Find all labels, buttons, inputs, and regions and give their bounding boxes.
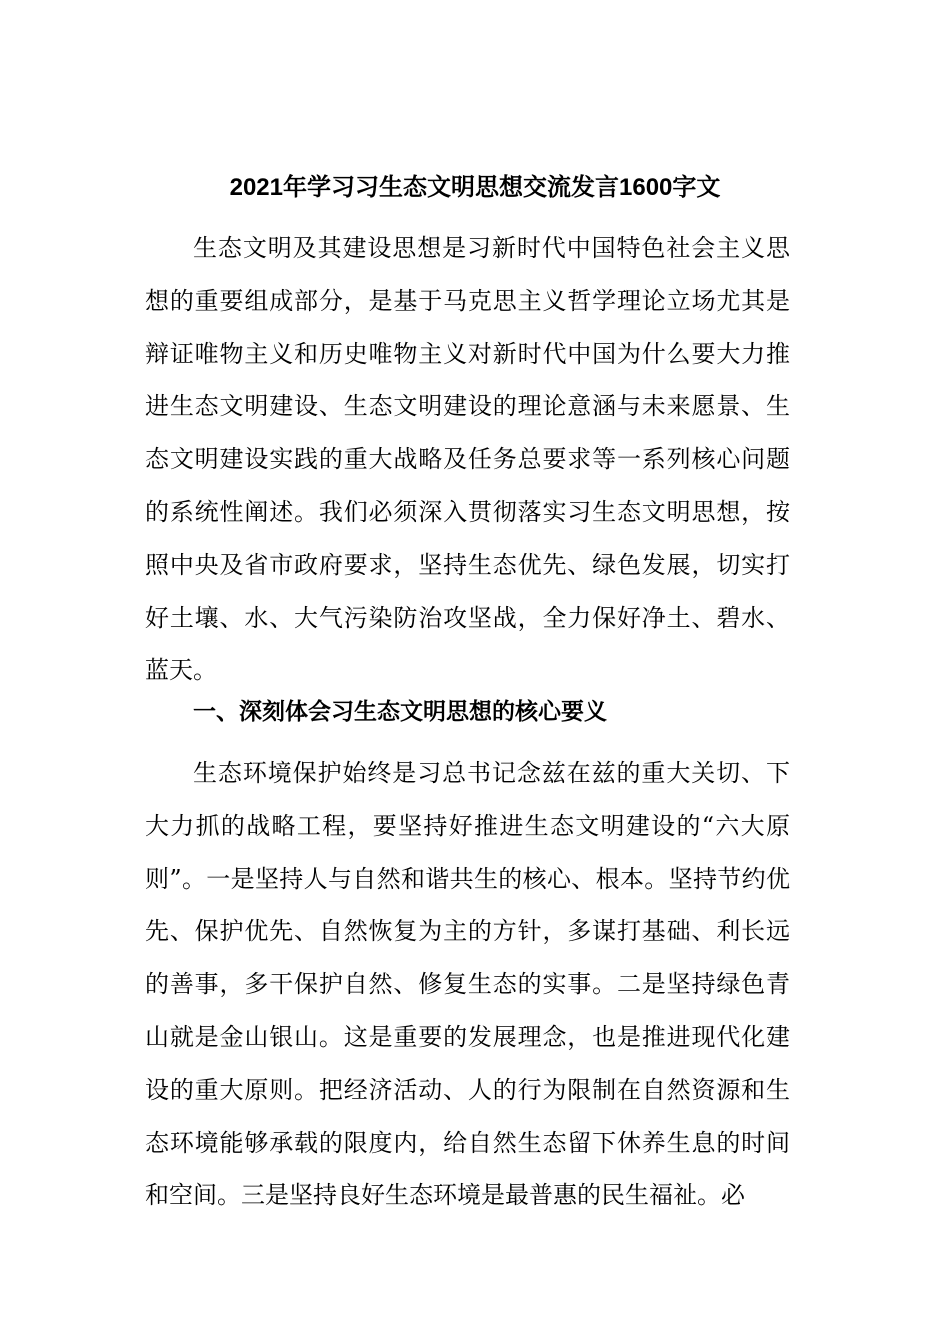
section-paragraph: 生态环境保护始终是习总书记念兹在兹的重大关切、下大力抓的战略工程，要坚持好推进生态文明建设的“六大原则”。一是坚持人与自然和谐共生的核心、根本。坚持节约优先、保护优先、自然恢复为主的方针，多谋打基础、利长远的善事，多干保护自然、修复生态的实事。二是坚持绿色青山就是金山银山。这是重要的发展理念，也是推进现代化建设的重大原则。把经济活动、人的行为限制在自然资源和生态环境能够承载的限度内，给自然生态留下休养生息的时间和空间。三是坚持良好生态环境是最普惠的民生福祉。必 xyxy=(145,759,790,1210)
section-heading: 一、深刻体会习生态文明思想的核心要义 xyxy=(193,699,607,725)
intro-paragraph: 生态文明及其建设思想是习新时代中国特色社会主义思想的重要组成部分，是基于马克思主义哲学理论立场尤其是辩证唯物主义和历史唯物主义对新时代中国为什么要大力推进生态文明建设、生态文明建设的理论意涵与未来愿景、生态文明建设实践的重大战略及任务总要求等一系列核心问题的系统性阐述。我们必须深入贯彻落实习生态文明思想，按照中央及省市政府要求，坚持生态优先、绿色发展，切实打好土壤、水、大气污染防治攻坚战，全力保好净土、碧水、蓝天。 xyxy=(145,234,790,685)
document-title: 2021年学习习生态文明思想交流发言1600字文 xyxy=(229,174,721,201)
